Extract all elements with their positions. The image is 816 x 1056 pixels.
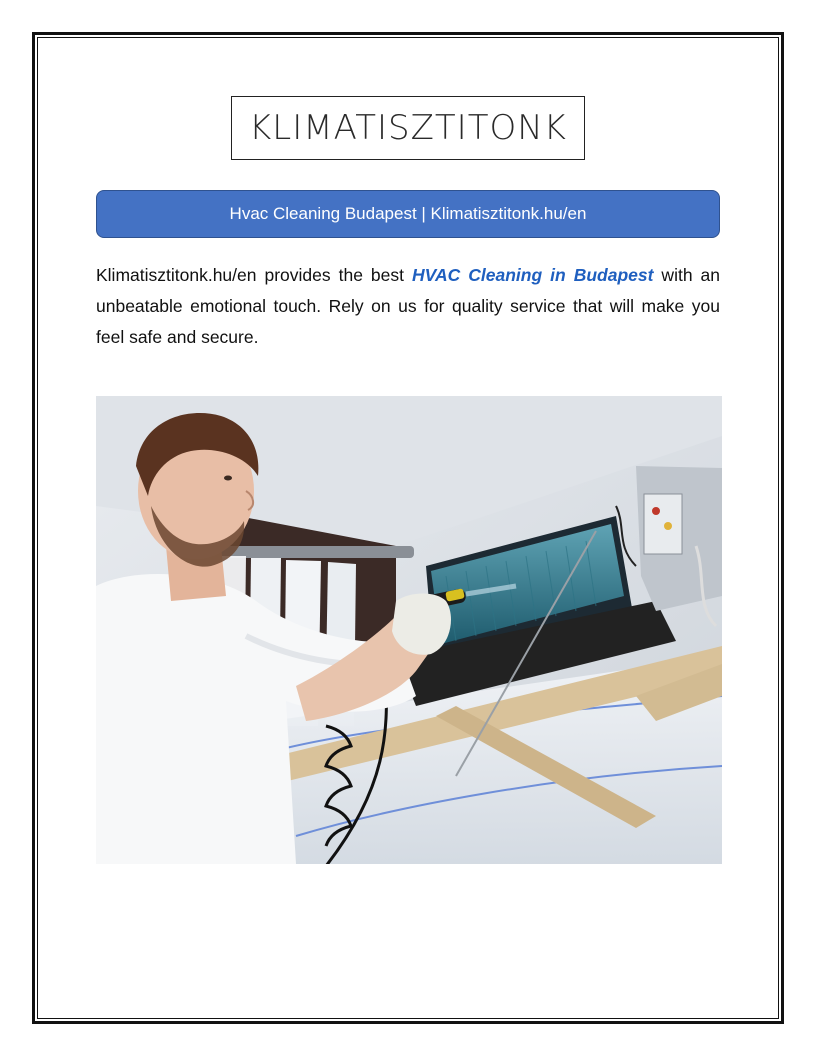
brand-logo-text: KLIMATISZTITONK [249,108,567,148]
title-banner-text: Hvac Cleaning Budapest | Klimatisztitonk.hu/en [229,204,587,223]
description-text-end: with an unbeatable emotional touch. Rely on us for quality service that will make you feel safe and secure. [96,265,720,347]
title-banner [96,190,720,238]
description-text-start: Klimatisztitonk.hu/en provides the best [96,265,412,285]
hvac-technician-photo [96,396,722,864]
hvac-cleaning-link[interactable]: HVAC Cleaning in Budapest [412,265,654,285]
brand-logo [231,96,585,160]
description-paragraph [96,260,720,353]
